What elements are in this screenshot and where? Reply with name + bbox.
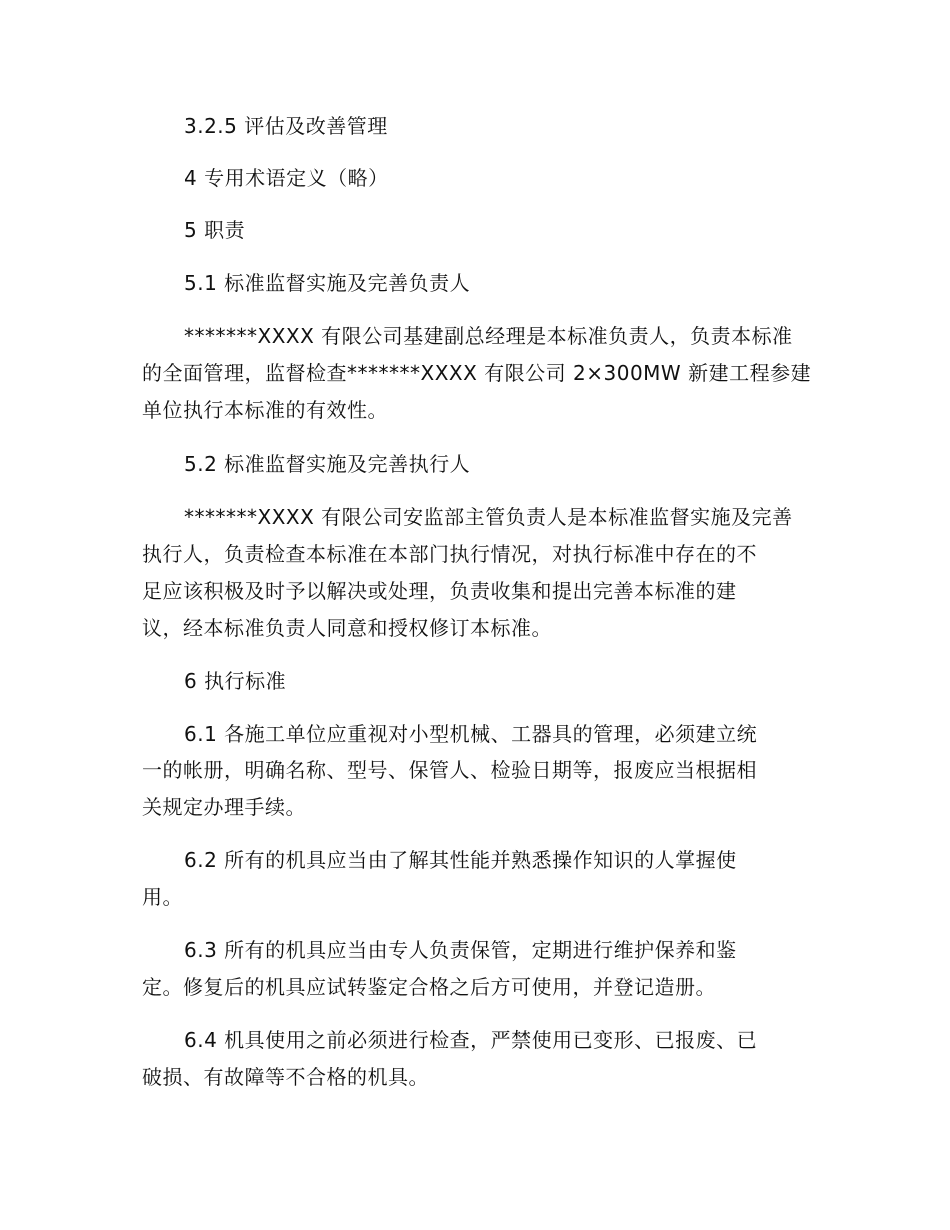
paragraph-line: 关规定办理手续。 [142, 795, 306, 819]
paragraph-line: 单位执行本标准的有效性。 [142, 398, 388, 422]
heading-5: 5 职责 [184, 218, 246, 242]
paragraph-line: 6.3 所有的机具应当由专人负责保管，定期进行维护保养和鉴 [184, 938, 737, 962]
paragraph-line: 议，经本标准负责人同意和授权修订本标准。 [142, 616, 552, 640]
paragraph-line: 定。修复后的机具应试转鉴定合格之后方可使用，并登记造册。 [142, 975, 716, 999]
paragraph-line: 执行人，负责检查本标准在本部门执行情况，对执行标准中存在的不 [142, 542, 757, 566]
heading-5-1: 5.1 标准监督实施及完善负责人 [184, 271, 471, 295]
paragraph-line: 破损、有故障等不合格的机具。 [142, 1065, 429, 1089]
paragraph-line: 的全面管理，监督检查*******XXXX 有限公司 2×300MW 新建工程参建 [142, 361, 812, 385]
paragraph-line: 6.2 所有的机具应当由了解其性能并熟悉操作知识的人掌握使 [184, 848, 737, 872]
paragraph-line: *******XXXX 有限公司安监部主管负责人是本标准监督实施及完善 [184, 505, 793, 529]
paragraph-line: 足应该积极及时予以解决或处理，负责收集和提出完善本标准的建 [142, 579, 737, 603]
heading-3-2-5: 3.2.5 评估及改善管理 [184, 114, 388, 138]
heading-5-2: 5.2 标准监督实施及完善执行人 [184, 452, 471, 476]
heading-4: 4 专用术语定义（略） [184, 166, 389, 190]
paragraph-line: 6.4 机具使用之前必须进行检查，严禁使用已变形、已报废、已 [184, 1028, 758, 1052]
paragraph-line: 一的帐册，明确名称、型号、保管人、检验日期等，报废应当根据相 [142, 758, 757, 782]
paragraph-line: 6.1 各施工单位应重视对小型机械、工器具的管理，必须建立统 [184, 722, 758, 746]
paragraph-line: 用。 [142, 885, 183, 909]
paragraph-line: *******XXXX 有限公司基建副总经理是本标准负责人，负责本标准 [184, 324, 793, 348]
heading-6: 6 执行标准 [184, 669, 287, 693]
